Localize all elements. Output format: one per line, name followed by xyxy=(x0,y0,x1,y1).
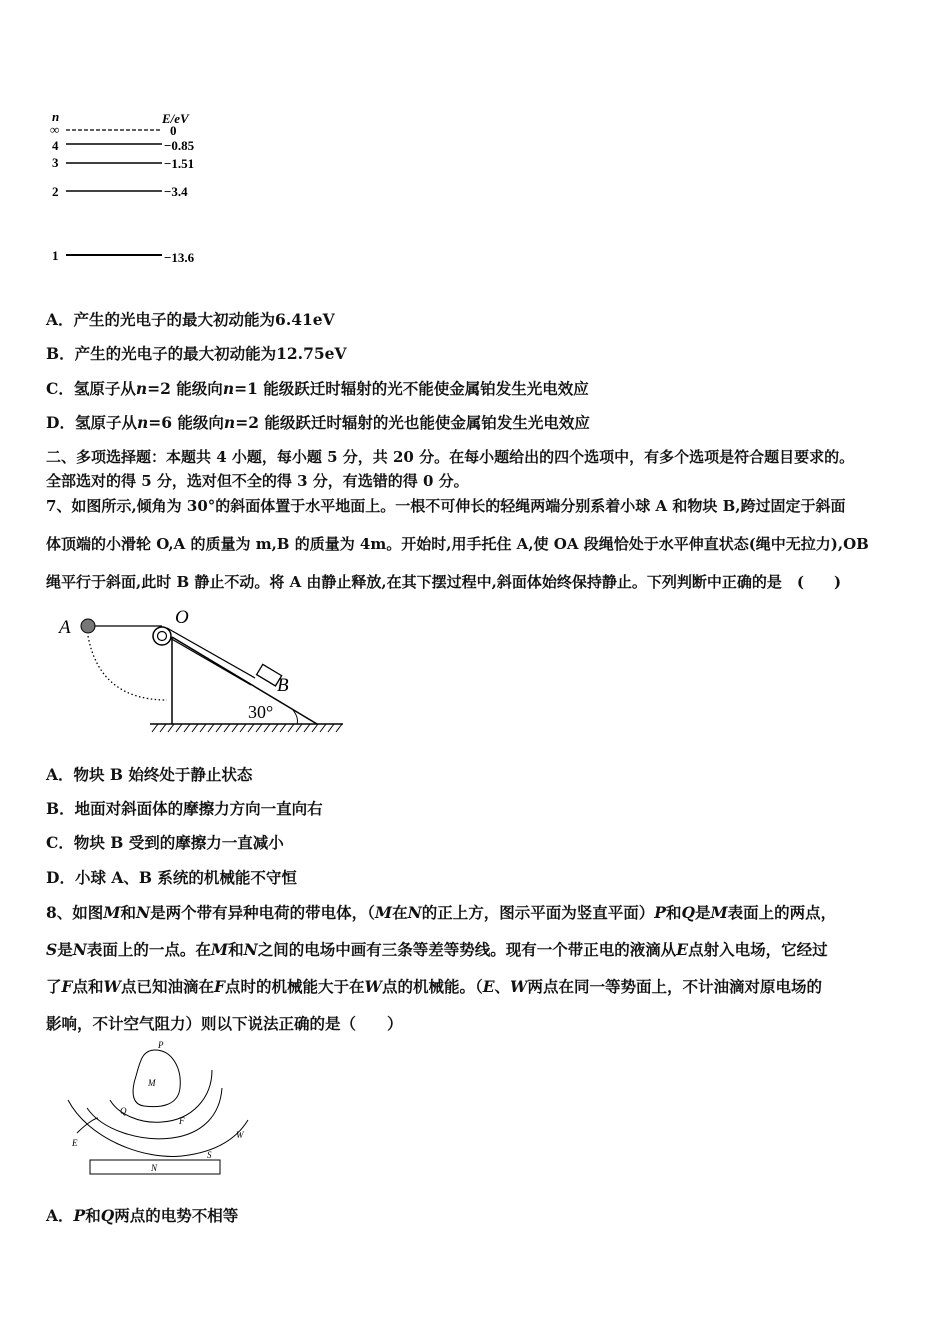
ball-a xyxy=(81,619,95,633)
q6-option-c-post: =1 能级跃迁时辐射的光不能使金属铂发生光电效应 xyxy=(234,379,589,398)
label-e: E xyxy=(72,1138,78,1148)
q6-option-d-mid: =6 能级向 xyxy=(148,413,224,432)
q6-option-a-label: A． xyxy=(46,310,74,329)
label-n: N xyxy=(151,1163,158,1173)
q7-option-a-label: A． xyxy=(46,765,74,784)
q8-stem-line4: 影响，不计空气阻力）则以下说法正确的是（ ） xyxy=(46,1014,403,1033)
rope-ob-lower xyxy=(163,634,251,685)
pulley-axle xyxy=(158,632,167,641)
q7-option-b-text: 地面对斜面体的摩擦力方向一直向右 xyxy=(74,799,323,818)
q6-option-d-label: D． xyxy=(46,413,75,432)
q7-incline-figure xyxy=(55,600,355,740)
q6-option-b xyxy=(46,344,347,364)
equipotential-2 xyxy=(87,1088,222,1139)
level-e-3: −1.51 xyxy=(164,156,195,171)
level-n-2: 2 xyxy=(52,184,59,199)
q6-option-c-var1: n xyxy=(135,379,148,398)
q6-option-d-var2: n xyxy=(223,413,236,432)
level-n-4: 4 xyxy=(52,138,59,153)
q7-option-b xyxy=(46,799,323,819)
q6-option-c xyxy=(46,379,589,399)
label-a: A xyxy=(59,617,71,638)
q6-option-d-post: =2 能级跃迁时辐射的光也能使金属铂发生光电效应 xyxy=(235,413,590,432)
q7-option-a xyxy=(46,765,252,785)
level-n-3: 3 xyxy=(52,155,59,170)
label-p: P xyxy=(158,1040,164,1050)
label-m: M xyxy=(148,1078,156,1088)
q6-option-b-text: 产生的光电子的最大初动能为12.75eV xyxy=(74,344,347,363)
label-b: B xyxy=(277,675,289,696)
q7-option-d xyxy=(46,868,297,888)
section2-line2: 全部选对的得 5 分，选对但不全的得 3 分，有选错的得 0 分。 xyxy=(46,472,469,490)
q8-stem-line2: S是N表面上的一点。在M和N之间的电场中画有三条等差等势线。现有一个带正电的液滴从E点射入电场，它经过 xyxy=(46,940,828,959)
equipotential-3 xyxy=(68,1100,248,1156)
q7-option-d-label: D． xyxy=(46,868,75,887)
q8-option-a: A．P和Q两点的电势不相等 xyxy=(46,1206,239,1225)
q7-option-c-label: C． xyxy=(46,833,74,852)
q6-option-a xyxy=(46,310,335,330)
q7-option-c xyxy=(46,833,284,853)
section2-line1: 二、多项选择题：本题共 4 小题，每小题 5 分，共 20 分。在每小题给出的四个选项中，有多个选项是符合题目要求的。 xyxy=(46,448,855,466)
q6-option-b-label: B． xyxy=(46,344,75,363)
q6-option-c-label: C． xyxy=(46,379,74,398)
level-e-2: −3.4 xyxy=(164,184,188,199)
swing-path xyxy=(88,636,167,700)
level-n-inf: ∞ xyxy=(50,122,60,137)
q7-stem-line3: 绳平行于斜面,此时 B 静止不动。将 A 由静止释放,在其下摆过程中,斜面体始终保持静止。下列判断中正确的是 ( ) xyxy=(46,573,842,591)
incline-slope xyxy=(172,637,317,724)
level-n-1: 1 xyxy=(52,248,59,263)
ground-hatching xyxy=(152,724,342,732)
label-o: O xyxy=(175,607,189,628)
level-e-4: −0.85 xyxy=(164,138,195,153)
n-header: n xyxy=(52,109,60,124)
q7-option-a-text: 物块 B 始终处于静止状态 xyxy=(73,765,253,784)
label-q: Q xyxy=(120,1106,127,1116)
q6-option-d-var1: n xyxy=(136,413,149,432)
q6-option-c-var2: n xyxy=(222,379,235,398)
body-m xyxy=(133,1050,180,1107)
q7-option-d-text: 小球 A、B 系统的机械能不守恒 xyxy=(74,868,297,887)
q6-option-c-pre: 氢原子从 xyxy=(73,379,136,398)
q8-stem-line3: 了F点和W点已知油滴在F点时的机械能大于在W点的机械能。（E、W两点在同一等势面上，不计油滴对原电场的 xyxy=(46,977,822,996)
q7-stem-line1: 7、如图所示,倾角为 30°的斜面体置于水平地面上。一根不可伸长的轻绳两端分别系着小球 A 和物块 B,跨过固定于斜面 xyxy=(46,497,846,515)
q7-stem-line2: 体顶端的小滑轮 O,A 的质量为 m,B 的质量为 4m。开始时,用手托住 A,使 OA 段绳恰处于水平伸直状态(绳中无拉力),OB xyxy=(46,535,869,553)
label-s: S xyxy=(207,1150,212,1160)
q7-option-b-label: B． xyxy=(46,799,75,818)
level-e-inf: 0 xyxy=(170,123,177,138)
energy-level-diagram xyxy=(44,108,224,273)
label-f: F xyxy=(179,1116,185,1126)
q7-option-c-text: 物块 B 受到的摩擦力一直减小 xyxy=(73,833,284,852)
q6-option-d-pre: 氢原子从 xyxy=(74,413,137,432)
q8-stem-line1: 8、如图M和N是两个带有异种电荷的带电体，（M在N的正上方，图示平面为竖直平面）P和Q是M表面上的两点， xyxy=(46,903,837,922)
level-e-1: −13.6 xyxy=(164,250,195,265)
q6-option-d xyxy=(46,413,590,433)
q6-option-c-mid: =2 能级向 xyxy=(147,379,223,398)
e-header: E/eV xyxy=(162,111,189,126)
label-angle: 30° xyxy=(248,702,274,722)
label-w: W xyxy=(236,1130,244,1140)
q6-option-a-text: 产生的光电子的最大初动能为6.41eV xyxy=(73,310,335,329)
q8-field-figure xyxy=(62,1038,262,1180)
